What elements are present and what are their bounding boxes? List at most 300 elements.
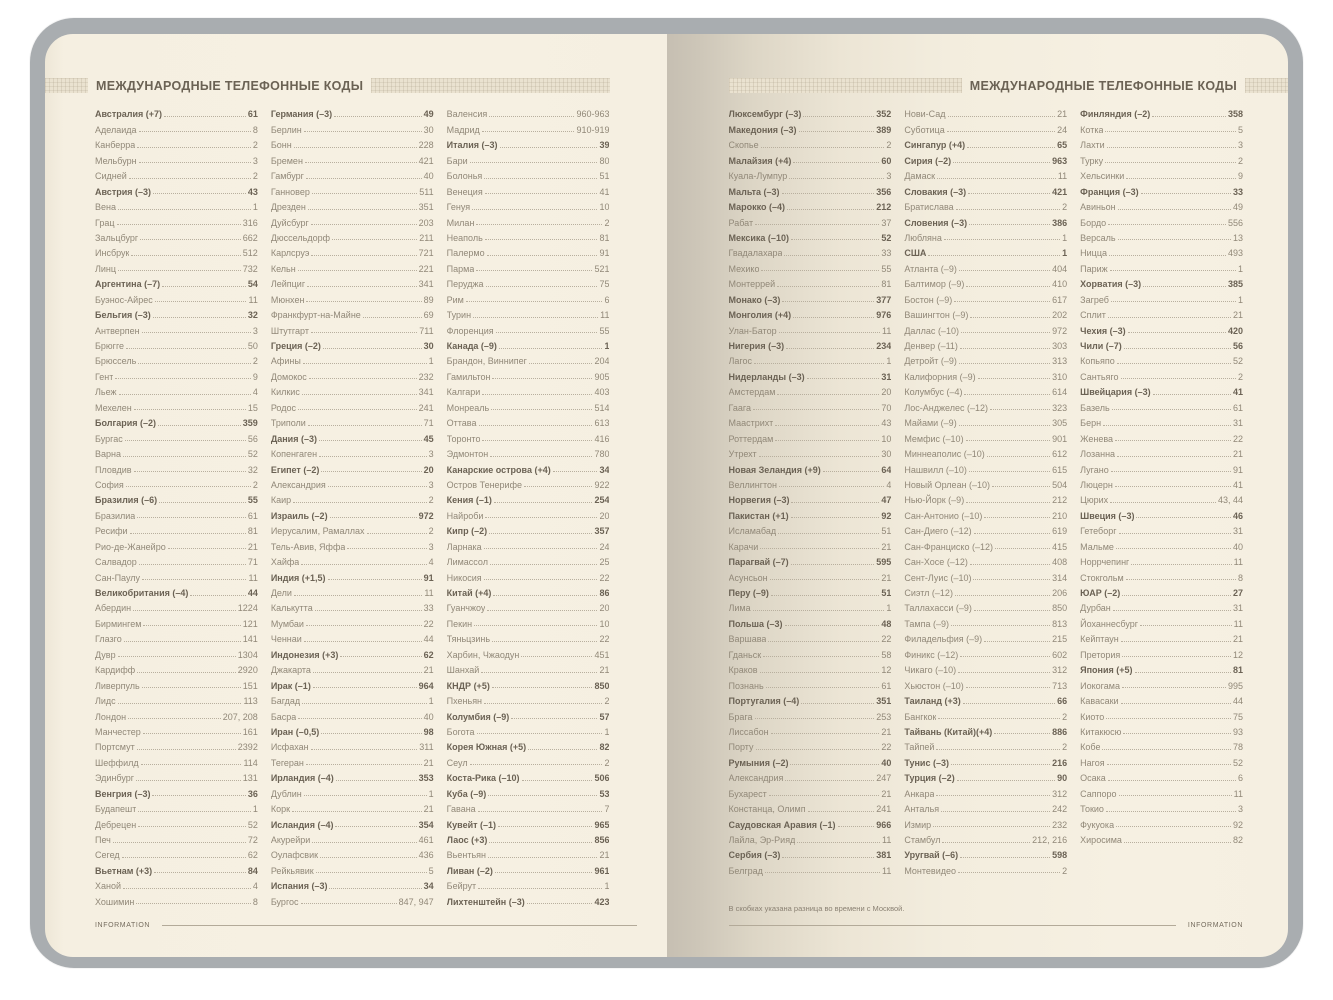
code-value: 2 xyxy=(1062,711,1068,722)
dot-leader xyxy=(968,193,1050,194)
code-row xyxy=(271,800,434,815)
code-value: 4 xyxy=(886,479,892,490)
code-row xyxy=(447,445,610,460)
code-row xyxy=(447,367,610,382)
place-name: Харбин, Чжаодун xyxy=(446,649,520,660)
code-value: 62 xyxy=(247,850,258,861)
dot-leader xyxy=(936,749,1060,750)
code-value: 4 xyxy=(428,557,434,568)
dot-leader xyxy=(973,579,1050,580)
dot-leader xyxy=(303,363,427,364)
code-row xyxy=(729,846,892,861)
header-edge-texture xyxy=(1245,78,1288,93)
dot-leader xyxy=(992,486,1050,487)
code-value: 11 xyxy=(881,835,892,845)
dot-leader xyxy=(492,641,597,642)
code-row xyxy=(447,275,610,290)
code-value: 3 xyxy=(252,155,258,166)
place-name: Мадрид xyxy=(446,124,480,135)
code-row xyxy=(904,800,1067,815)
code-row xyxy=(271,506,434,521)
code-value: 2920 xyxy=(237,665,258,676)
place-name: Лахти xyxy=(1080,140,1105,151)
place-name: Бари xyxy=(446,155,468,166)
code-value: 385 xyxy=(1227,279,1243,290)
code-value: 20 xyxy=(423,464,434,475)
dot-leader xyxy=(791,502,879,503)
code-row xyxy=(271,723,434,738)
code-value: 10 xyxy=(881,433,892,444)
code-value: 963 xyxy=(1052,155,1068,166)
code-value: 11 xyxy=(248,294,258,305)
code-row xyxy=(904,676,1067,691)
place-name: Сидней xyxy=(95,171,127,182)
code-value: 352 xyxy=(876,109,892,120)
code-column xyxy=(904,105,1067,877)
code-row xyxy=(95,460,258,475)
place-name: Буэнос-Айрес xyxy=(95,294,153,305)
code-row xyxy=(271,120,434,135)
place-name: Египет (–2) xyxy=(270,464,320,475)
code-row xyxy=(729,476,892,491)
place-name: Вена xyxy=(95,202,116,213)
place-name: Берлин xyxy=(270,124,302,135)
dot-leader xyxy=(495,872,593,873)
code-row xyxy=(95,198,258,213)
code-row xyxy=(447,398,610,413)
code-value: 50 xyxy=(247,341,258,351)
place-name: Котка xyxy=(1080,124,1104,135)
place-name: Турин xyxy=(446,310,472,321)
place-name: Сан-Диего (–12) xyxy=(904,526,972,537)
columns xyxy=(95,105,610,908)
dot-leader xyxy=(753,610,885,611)
place-name: Ливерпуль xyxy=(95,680,140,691)
code-row xyxy=(1080,414,1243,429)
code-value: 27 xyxy=(1232,588,1243,598)
place-name: Домокос xyxy=(270,371,307,382)
dot-leader xyxy=(131,255,240,256)
place-name: Роттердам xyxy=(728,433,774,444)
dot-leader xyxy=(142,687,241,688)
place-name: Лугано xyxy=(1080,464,1109,475)
dot-leader xyxy=(306,178,422,179)
code-value: 49 xyxy=(423,109,434,120)
code-row xyxy=(95,753,258,768)
code-value: 311 xyxy=(419,742,434,753)
place-name: Аделаида xyxy=(95,124,137,135)
dot-leader xyxy=(479,425,593,426)
place-name: Линц xyxy=(95,263,117,274)
dot-leader xyxy=(761,270,879,271)
code-value: 43, 44 xyxy=(1217,495,1243,506)
dot-leader xyxy=(492,687,593,688)
code-row xyxy=(95,290,258,305)
place-name: Лаос (+3) xyxy=(446,835,488,845)
place-name: Италия (–3) xyxy=(446,140,498,151)
dot-leader xyxy=(760,672,880,673)
code-row xyxy=(729,414,892,429)
code-value: 721 xyxy=(418,248,434,259)
place-name: Денвер (–11) xyxy=(904,341,958,351)
dot-leader xyxy=(118,209,251,210)
code-value: 354 xyxy=(418,819,434,830)
dot-leader xyxy=(970,564,1050,565)
code-row xyxy=(904,229,1067,244)
place-name: Мексика (–10) xyxy=(728,232,789,243)
code-value: 55 xyxy=(881,263,892,274)
dot-leader xyxy=(319,440,422,441)
code-value: 511 xyxy=(419,186,434,197)
place-name: Копенгаген xyxy=(270,449,318,460)
dot-leader xyxy=(123,888,251,889)
code-value: 72 xyxy=(247,835,258,845)
dot-leader xyxy=(292,811,422,812)
code-row xyxy=(1080,367,1243,382)
place-name: Нью-Йорк (–9) xyxy=(904,495,965,506)
dot-leader xyxy=(489,842,592,843)
code-row xyxy=(271,398,434,413)
dot-leader xyxy=(786,348,874,349)
place-name: Кельн xyxy=(270,263,296,274)
place-name: Корея Южная (+5) xyxy=(446,742,527,753)
code-value: 2 xyxy=(604,696,610,707)
dot-leader xyxy=(1111,471,1231,472)
dot-leader xyxy=(499,348,603,349)
place-name: Болонья xyxy=(446,171,483,182)
place-name: Хьюстон (–10) xyxy=(904,680,964,691)
dot-leader xyxy=(1153,394,1231,395)
dot-leader xyxy=(944,239,1060,240)
code-value: 1 xyxy=(428,356,434,367)
columns xyxy=(729,105,1244,877)
place-name: Хельсинки xyxy=(1080,171,1125,182)
code-value: 61 xyxy=(247,109,258,120)
code-row xyxy=(95,892,258,907)
code-value: 54 xyxy=(247,279,258,290)
place-name: Мехелен xyxy=(95,402,132,413)
code-value: 3 xyxy=(428,449,434,460)
code-row xyxy=(95,398,258,413)
place-name: Александрия xyxy=(270,479,326,490)
code-row xyxy=(95,614,258,629)
dot-leader xyxy=(1115,486,1231,487)
dot-leader xyxy=(118,270,241,271)
dot-leader xyxy=(153,193,246,194)
place-name: Калифорния (–9) xyxy=(904,371,976,382)
code-value: 41 xyxy=(1232,387,1243,398)
code-value: 232 xyxy=(1052,819,1068,830)
place-name: Сиэтл (–12) xyxy=(904,588,953,598)
place-name: Иокогама xyxy=(1080,680,1120,691)
place-name: Фукуока xyxy=(1080,819,1115,830)
code-row xyxy=(95,306,258,321)
code-value: 1 xyxy=(886,603,892,614)
code-value: 212 xyxy=(876,202,892,213)
place-name: Печ xyxy=(95,835,111,845)
code-value: 91 xyxy=(423,572,434,583)
dot-leader xyxy=(321,471,421,472)
code-row xyxy=(271,645,434,660)
place-name: Монреаль xyxy=(446,402,490,413)
dot-leader xyxy=(301,564,426,565)
code-value: 961 xyxy=(594,865,610,876)
dot-leader xyxy=(126,348,246,349)
code-value: 71 xyxy=(247,557,258,568)
dot-leader xyxy=(482,440,592,441)
code-row xyxy=(447,892,610,907)
dot-leader xyxy=(298,718,421,719)
place-name: Лагос xyxy=(728,356,753,367)
code-value: 303 xyxy=(1052,341,1068,351)
code-value: 81 xyxy=(599,232,610,243)
dot-leader xyxy=(488,795,597,796)
place-name: Асунсьон xyxy=(728,572,768,583)
place-name: Венгрия (–3) xyxy=(95,788,151,799)
place-name: Монтеррей xyxy=(728,279,776,290)
place-name: Тампа (–9) xyxy=(904,618,949,629)
code-value: 995 xyxy=(1227,680,1243,691)
dot-leader xyxy=(1122,595,1231,596)
dot-leader xyxy=(953,162,1050,163)
dot-leader xyxy=(302,703,427,704)
place-name: Гданьск xyxy=(728,649,762,660)
code-row xyxy=(729,676,892,691)
code-row xyxy=(271,476,434,491)
code-value: 40 xyxy=(423,711,434,722)
code-value: 5 xyxy=(1237,124,1243,135)
dot-leader xyxy=(486,286,598,287)
place-name: Сан-Антонио (–10) xyxy=(904,510,983,521)
place-name: Копьяпо xyxy=(1080,356,1115,367)
code-row xyxy=(447,460,610,475)
code-value: 1 xyxy=(604,881,610,892)
code-value: 56 xyxy=(1232,341,1243,351)
code-row xyxy=(271,460,434,475)
dot-leader xyxy=(164,116,246,117)
code-row xyxy=(1080,244,1243,259)
dot-leader xyxy=(807,378,880,379)
dot-leader xyxy=(964,394,1050,395)
dot-leader xyxy=(498,826,592,827)
code-row xyxy=(95,800,258,815)
code-value: 2 xyxy=(1237,155,1243,166)
dot-leader xyxy=(1128,332,1226,333)
dot-leader xyxy=(823,471,880,472)
code-value: 212, 216 xyxy=(1032,835,1068,845)
code-row xyxy=(95,692,258,707)
place-name: Дели xyxy=(270,588,292,598)
code-row xyxy=(447,568,610,583)
code-value: 51 xyxy=(881,526,892,537)
place-name: Великобритания (–4) xyxy=(95,588,189,598)
place-name: Сегед xyxy=(95,850,120,861)
code-row xyxy=(729,831,892,846)
dot-leader xyxy=(347,548,426,549)
code-value: 21 xyxy=(881,572,892,583)
code-row xyxy=(271,784,434,799)
code-row xyxy=(1080,630,1243,645)
code-row xyxy=(271,599,434,614)
code-row xyxy=(729,568,892,583)
dot-leader xyxy=(966,286,1050,287)
place-name: Сеул xyxy=(446,757,468,768)
code-row xyxy=(1080,723,1243,738)
place-name: Милан xyxy=(446,217,475,228)
dot-leader xyxy=(304,795,427,796)
code-row xyxy=(1080,738,1243,753)
code-row xyxy=(271,815,434,830)
code-value: 3 xyxy=(886,171,892,182)
dot-leader xyxy=(472,209,597,210)
code-value: 228 xyxy=(418,140,434,151)
dot-leader xyxy=(162,286,246,287)
code-value: 52 xyxy=(247,449,258,460)
code-value: 813 xyxy=(1052,618,1068,629)
code-value: 91 xyxy=(1232,464,1243,475)
code-row xyxy=(904,491,1067,506)
code-value: 323 xyxy=(1052,402,1068,413)
code-value: 253 xyxy=(876,711,892,722)
dot-leader xyxy=(1121,378,1236,379)
code-row xyxy=(904,213,1067,228)
dot-leader xyxy=(311,332,417,333)
code-row xyxy=(729,321,892,336)
code-value: 24 xyxy=(599,541,610,552)
place-name: Лихтенштейн (–3) xyxy=(446,896,525,907)
code-value: 2 xyxy=(252,140,258,151)
code-row xyxy=(729,445,892,460)
code-row xyxy=(271,877,434,892)
dot-leader xyxy=(938,718,1060,719)
code-row xyxy=(729,105,892,120)
place-name: Колумбус (–4) xyxy=(904,387,963,398)
dot-leader xyxy=(152,795,245,796)
place-name: Мемфис (–10) xyxy=(904,433,964,444)
place-name: Стамбул xyxy=(904,835,941,845)
code-row xyxy=(447,506,610,521)
code-value: 2 xyxy=(886,140,892,151)
place-name: Бухарест xyxy=(728,788,767,799)
code-value: 91 xyxy=(599,248,610,259)
right-page xyxy=(667,34,1289,957)
place-name: Саудовская Аравия (–1) xyxy=(728,819,836,830)
place-name: Австрия (–3) xyxy=(95,186,152,197)
dot-leader xyxy=(491,409,592,410)
place-name: Басра xyxy=(270,711,297,722)
place-name: Лиссабон xyxy=(728,726,769,737)
dot-leader xyxy=(755,718,875,719)
dot-leader xyxy=(323,348,422,349)
code-value: 421 xyxy=(418,155,434,166)
place-name: Филадельфия (–9) xyxy=(904,634,983,645)
code-value: 416 xyxy=(594,433,610,444)
code-value: 131 xyxy=(242,773,258,784)
code-row xyxy=(1080,568,1243,583)
code-value: 64 xyxy=(881,464,892,475)
code-row xyxy=(904,136,1067,151)
code-value: 2 xyxy=(604,217,610,228)
place-name: Джакарта xyxy=(270,665,311,676)
code-value: 12 xyxy=(881,665,892,676)
code-value: 11 xyxy=(881,325,892,336)
dot-leader xyxy=(190,595,245,596)
dot-leader xyxy=(336,780,417,781)
place-name: Шанхай xyxy=(446,665,480,676)
code-value: 504 xyxy=(1052,479,1068,490)
place-name: Стокгольм xyxy=(1080,572,1124,583)
dot-leader xyxy=(967,147,1055,148)
code-row xyxy=(1080,321,1243,336)
code-value: 2 xyxy=(1062,865,1068,876)
code-row xyxy=(447,429,610,444)
dot-leader xyxy=(760,548,879,549)
code-row xyxy=(1080,337,1243,352)
place-name: Парма xyxy=(446,263,475,274)
dot-leader xyxy=(313,672,422,673)
code-row xyxy=(1080,784,1243,799)
dot-leader xyxy=(143,625,240,626)
code-value: 33 xyxy=(1232,186,1243,197)
code-value: 69 xyxy=(423,310,434,321)
place-name: Кипр (–2) xyxy=(446,526,488,537)
code-row xyxy=(904,182,1067,197)
place-name: Базель xyxy=(1080,402,1110,413)
place-name: Нагоя xyxy=(1080,757,1105,768)
code-row xyxy=(95,105,258,120)
place-name: Александрия xyxy=(728,773,784,784)
code-value: 2 xyxy=(1237,371,1243,382)
dot-leader xyxy=(308,425,422,426)
dot-leader xyxy=(500,147,598,148)
code-value: 81 xyxy=(881,279,892,290)
dot-leader xyxy=(1122,687,1226,688)
code-value: 48 xyxy=(881,618,892,629)
dot-leader xyxy=(137,749,236,750)
dot-leader xyxy=(485,193,598,194)
code-row xyxy=(95,645,258,660)
code-value: 93 xyxy=(1232,726,1243,737)
place-name: Мальме xyxy=(1080,541,1114,552)
place-name: Улан-Батор xyxy=(728,325,777,336)
place-name: Берн xyxy=(1080,418,1102,429)
place-name: Тайпей xyxy=(904,742,935,753)
code-value: 10 xyxy=(599,202,610,213)
place-name: Франция (–3) xyxy=(1080,186,1139,197)
code-value: 61 xyxy=(881,680,892,691)
code-value: 52 xyxy=(881,232,892,243)
code-value: 33 xyxy=(881,248,892,259)
code-value: 58 xyxy=(881,649,892,660)
code-value: 21 xyxy=(1057,109,1068,120)
place-name: Тель-Авив, Яффа xyxy=(270,541,346,552)
dot-leader xyxy=(956,209,1061,210)
code-value: 847, 947 xyxy=(398,896,434,907)
code-value: 905 xyxy=(594,371,610,382)
code-row xyxy=(729,506,892,521)
code-row xyxy=(729,460,892,475)
place-name: Краков xyxy=(728,665,758,676)
code-value: 31 xyxy=(1232,603,1243,614)
code-row xyxy=(447,537,610,552)
code-row xyxy=(904,506,1067,521)
dot-leader xyxy=(777,286,879,287)
code-row xyxy=(904,429,1067,444)
code-row xyxy=(904,198,1067,213)
place-name: Антверпен xyxy=(95,325,140,336)
dot-leader xyxy=(948,116,1056,117)
place-name: Гвадалахара xyxy=(728,248,783,259)
